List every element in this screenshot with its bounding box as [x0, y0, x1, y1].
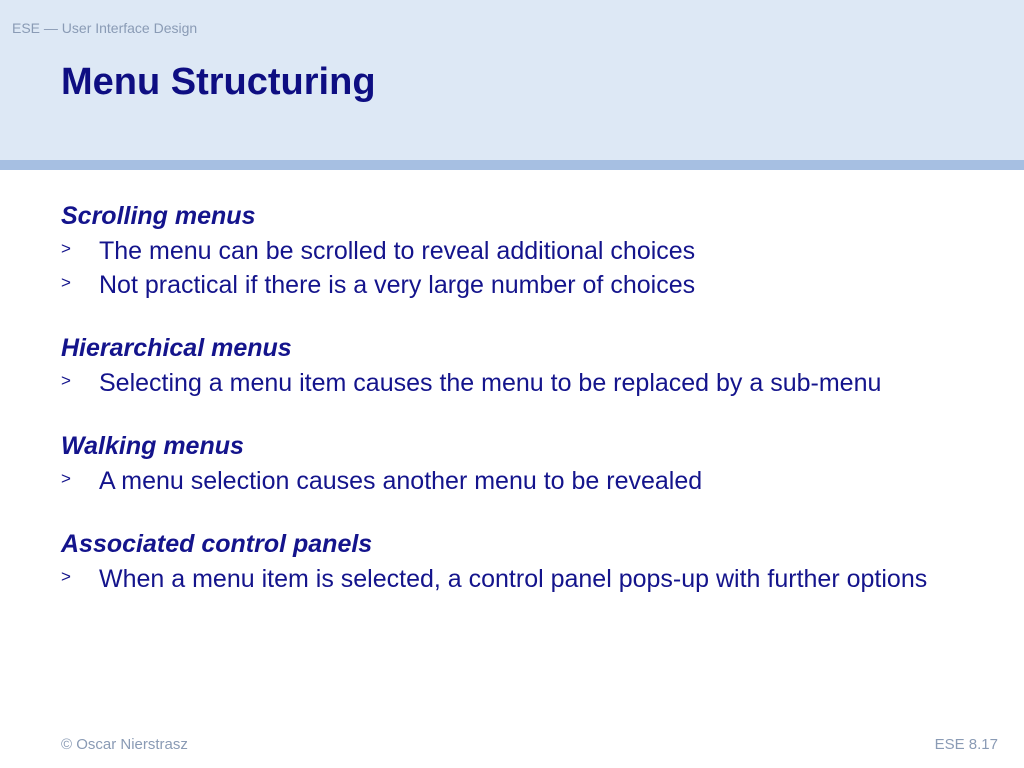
list-item	[61, 236, 961, 266]
section-walking-menus	[61, 430, 961, 496]
section-scrolling-menus	[61, 200, 961, 300]
list-item-text: Selecting a menu item causes the menu to be replaced by a sub-menu	[99, 369, 882, 397]
list-item	[61, 564, 961, 594]
header-divider	[0, 160, 1024, 170]
list-item-text: A menu selection causes another menu to be revealed	[99, 467, 703, 495]
bullet-icon: >	[61, 273, 71, 292]
bullet-icon: >	[61, 371, 71, 390]
section-title: Walking menus	[61, 432, 244, 460]
slide-title: Menu Structuring	[61, 61, 376, 103]
bullet-icon: >	[61, 567, 71, 586]
slide-header	[0, 0, 1024, 160]
section-associated-control-panels	[61, 528, 961, 594]
list-item	[61, 368, 961, 398]
bullet-icon: >	[61, 239, 71, 258]
footer-copyright: © Oscar Nierstrasz	[61, 736, 188, 753]
list-item	[61, 466, 961, 496]
list-item-text: The menu can be scrolled to reveal additional choices	[99, 237, 696, 265]
section-hierarchical-menus	[61, 332, 961, 398]
list-item-text: Not practical if there is a very large number of choices	[99, 271, 696, 299]
section-title: Associated control panels	[61, 530, 373, 558]
course-title: ESE — User Interface Design	[12, 20, 198, 36]
slide-content	[61, 200, 961, 626]
list-item	[61, 270, 961, 300]
bullet-icon: >	[61, 469, 71, 488]
list-item-text: When a menu item is selected, a control panel pops-up with further options	[99, 565, 928, 593]
section-title: Scrolling menus	[61, 202, 256, 230]
section-title: Hierarchical menus	[61, 334, 292, 362]
footer-slide-number: ESE 8.17	[934, 736, 998, 753]
